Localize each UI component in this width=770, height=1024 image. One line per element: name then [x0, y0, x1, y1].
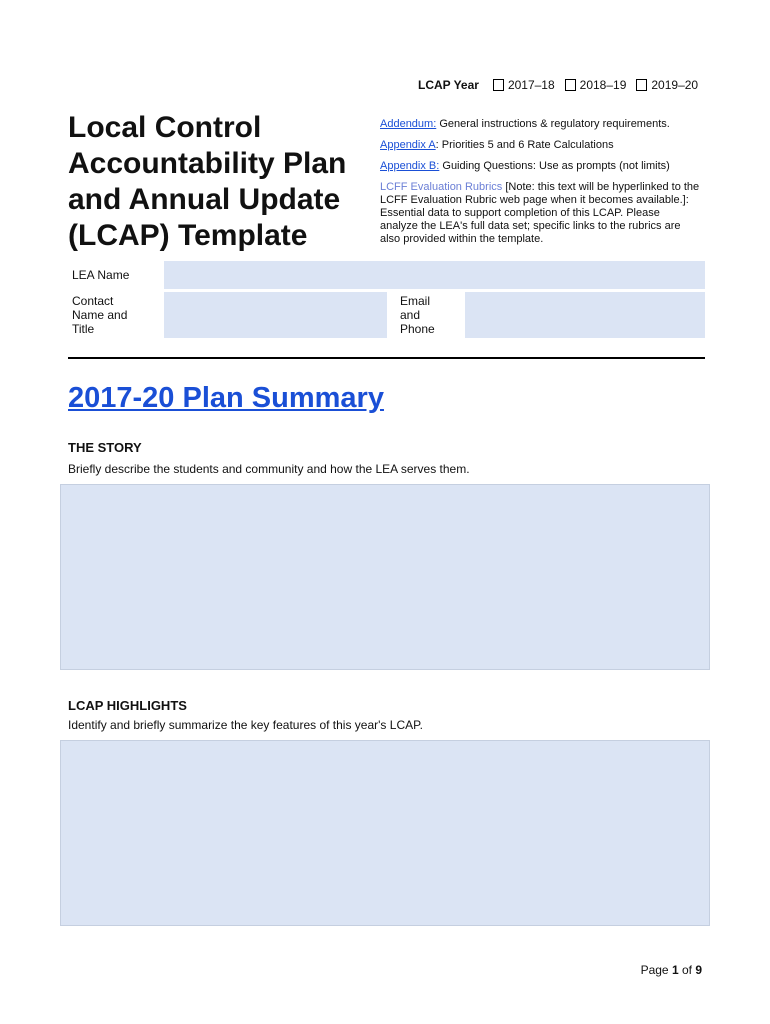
email-phone-label: Email and Phone — [400, 294, 435, 336]
year-option-label: 2018–19 — [579, 78, 627, 92]
checkbox-icon[interactable] — [636, 79, 647, 91]
contact-row — [68, 292, 705, 338]
contact-name-label: Contact Name and Title — [72, 294, 128, 336]
year-option-2019-20[interactable] — [636, 78, 698, 92]
highlights-text-area[interactable] — [60, 740, 710, 926]
lea-name-row — [68, 261, 705, 289]
story-description: Briefly describe the students and community and how the LEA serves them. — [68, 462, 470, 476]
addendum-text: General instructions & regulatory requirements. — [436, 118, 670, 130]
reference-appendix-b — [380, 160, 700, 173]
year-option-2018-19[interactable] — [565, 78, 627, 92]
appendix-b-text: Guiding Questions: Use as prompts (not limits) — [439, 160, 670, 172]
appendix-a-link[interactable]: Appendix A — [380, 139, 436, 151]
lcap-year-label: LCAP Year — [418, 78, 479, 92]
appendix-b-link[interactable]: Appendix B: — [380, 160, 440, 172]
addendum-link[interactable]: Addendum: — [380, 118, 437, 130]
page-of: of — [678, 963, 696, 977]
reference-appendix-a — [380, 139, 700, 152]
checkbox-icon[interactable] — [493, 79, 504, 91]
reference-lcff — [380, 181, 700, 246]
page-total: 9 — [695, 963, 702, 977]
story-text-area[interactable] — [60, 484, 710, 670]
page-prefix: Page — [640, 963, 672, 977]
page-current: 1 — [671, 963, 679, 977]
lea-name-label: LEA Name — [72, 268, 130, 282]
lea-name-input[interactable] — [164, 261, 705, 289]
lcff-rubrics-link[interactable]: LCFF Evaluation Rubrics — [380, 181, 503, 193]
year-option-label: 2019–20 — [651, 78, 699, 92]
contact-name-input[interactable] — [164, 292, 387, 338]
lcff-text: [Note: this text will be hyperlinked to the LCFF Evaluation Rubric web page when it becomes available.]: Essential data to support completion of this LCAP. Please analyze the LEA's full data set; specific links to the rubrics are also provided within the template. — [380, 181, 700, 245]
divider — [68, 357, 705, 359]
reference-list — [380, 118, 700, 254]
checkbox-icon[interactable] — [565, 79, 576, 91]
appendix-a-text: : Priorities 5 and 6 Rate Calculations — [435, 139, 614, 151]
plan-summary-title[interactable]: 2017-20 Plan Summary — [68, 382, 384, 414]
year-option-2017-18[interactable] — [493, 78, 555, 92]
story-heading: THE STORY — [68, 440, 142, 455]
year-option-label: 2017–18 — [507, 78, 555, 92]
lcap-year-selector — [418, 78, 708, 92]
highlights-heading: LCAP HIGHLIGHTS — [68, 698, 187, 713]
reference-addendum — [380, 118, 700, 131]
page-number — [641, 963, 702, 977]
email-phone-input[interactable] — [465, 292, 705, 338]
highlights-description: Identify and briefly summarize the key features of this year's LCAP. — [68, 718, 423, 732]
document-title: Local Control Accountability Plan and Annual Update (LCAP) Template — [68, 111, 347, 252]
